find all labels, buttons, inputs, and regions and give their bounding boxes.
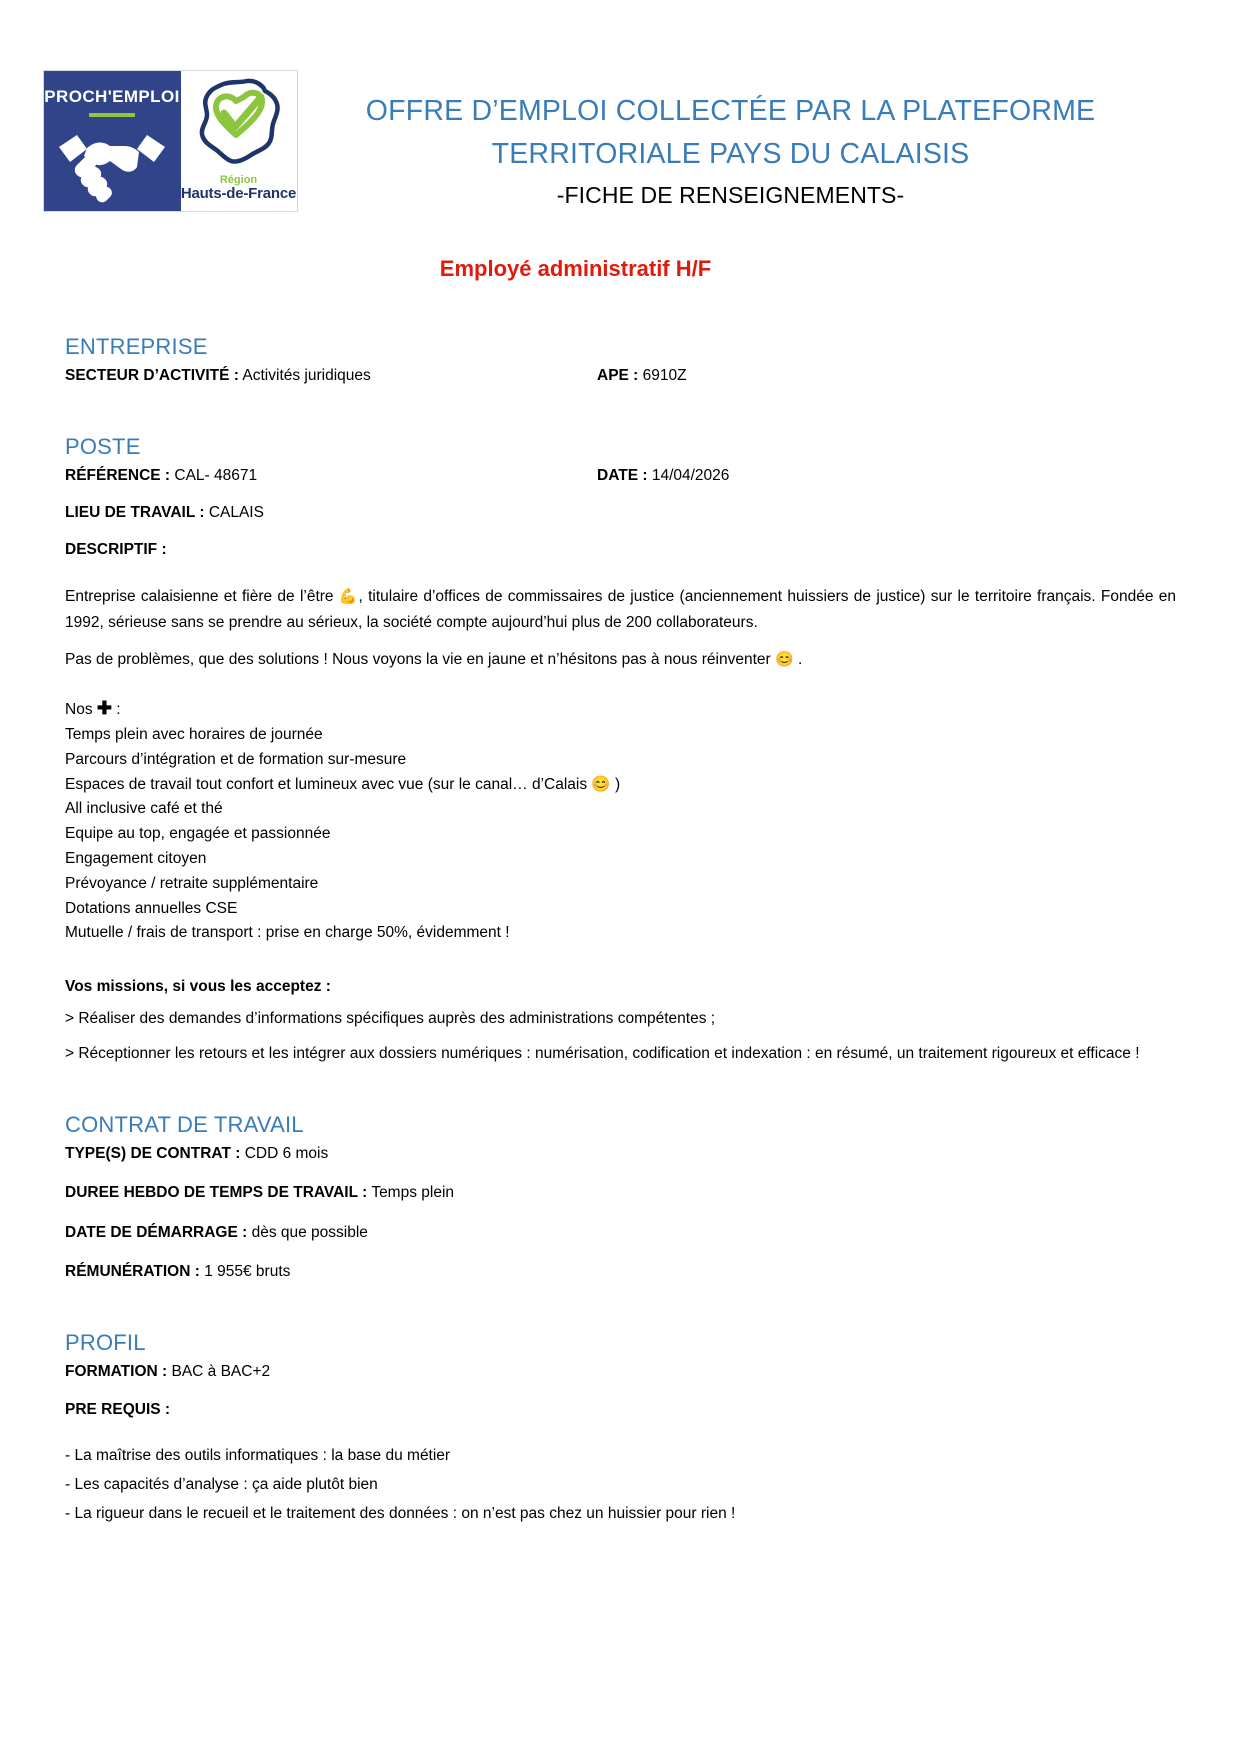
hauts-de-france-logo-panel bbox=[181, 71, 297, 211]
secteur-activite-label: SECTEUR D’ACTIVITÉ : bbox=[65, 367, 239, 384]
document-header bbox=[0, 0, 1241, 212]
list-item: Equipe au top, engagée et passionnée bbox=[65, 825, 331, 843]
secteur-activite-field bbox=[65, 363, 597, 388]
date-label: DATE : bbox=[597, 467, 648, 485]
contract-hours-label: DUREE HEBDO DE TEMPS DE TRAVAIL : bbox=[65, 1184, 368, 1202]
region-name: Hauts-de-France bbox=[180, 185, 297, 202]
job-title: Employé administratif H/F bbox=[439, 256, 712, 281]
date-field bbox=[597, 463, 1176, 488]
section-heading-entreprise: ENTREPRISE bbox=[65, 334, 208, 359]
reference-field bbox=[65, 463, 597, 488]
ape-label: APE : bbox=[597, 367, 639, 384]
proch-emploi-brand-text: PROCH'EMPLOI bbox=[44, 87, 180, 106]
ape-value: 6910Z bbox=[642, 367, 687, 384]
prerequis-label: PRE REQUIS : bbox=[65, 1400, 171, 1418]
formation-value: BAC à BAC+2 bbox=[171, 1362, 271, 1380]
avantages-title-prefix: Nos bbox=[65, 701, 97, 719]
ape-field bbox=[597, 363, 1176, 388]
list-item: Espaces de travail tout confort et lumineux avec vue (sur le canal… d’Calais 😊 ) bbox=[65, 775, 621, 793]
descriptif-p1-part-b: , titulaire d’offices de commissaires de justice (anciennement huissiers de justice) sur le territoire français. Fondée en 1992, sérieuse sans se prendre au sérieux, la société compte aujourd’hui plus de 200 collaborateurs. bbox=[65, 588, 1176, 631]
proch-emploi-logo-panel bbox=[44, 71, 181, 211]
header-titles bbox=[330, 70, 1241, 209]
contract-type-value: CDD 6 mois bbox=[244, 1145, 329, 1163]
section-heading-poste: POSTE bbox=[65, 434, 141, 460]
secteur-activite-value: Activités juridiques bbox=[242, 367, 371, 384]
avantages-title-suffix: : bbox=[111, 701, 121, 719]
formation-field bbox=[65, 1359, 1176, 1384]
lieu-de-travail-field bbox=[65, 500, 1176, 525]
proch-emploi-hauts-de-france-logo bbox=[43, 70, 298, 212]
list-item: - La maîtrise des outils informatiques : la base du métier bbox=[65, 1446, 451, 1464]
contract-salary-value: 1 955€ bruts bbox=[204, 1262, 291, 1280]
section-heading-profil: PROFIL bbox=[65, 1329, 146, 1355]
contract-startdate-label: DATE DE DÉMARRAGE : bbox=[65, 1223, 248, 1241]
avantages-title bbox=[65, 698, 1176, 723]
green-divider-bar bbox=[89, 113, 135, 117]
contract-hours-field bbox=[65, 1180, 1176, 1205]
document-body bbox=[0, 334, 1241, 1526]
smiling-face-icon: 😊 bbox=[775, 650, 794, 668]
list-item: Parcours d’intégration et de formation sur-mesure bbox=[65, 750, 407, 768]
descriptif-paragraph-1 bbox=[65, 584, 1176, 634]
lieu-de-travail-label: LIEU DE TRAVAIL : bbox=[65, 504, 205, 522]
france-map-heart-icon bbox=[191, 77, 287, 174]
contract-type-label: TYPE(S) DE CONTRAT : bbox=[65, 1145, 241, 1163]
list-item: Prévoyance / retraite supplémentaire bbox=[65, 874, 319, 892]
reference-label: RÉFÉRENCE : bbox=[65, 467, 171, 485]
descriptif-label-text: DESCRIPTIF : bbox=[65, 541, 167, 559]
prerequis-list bbox=[65, 1444, 1176, 1526]
list-item: All inclusive café et thé bbox=[65, 800, 223, 818]
contract-type-field bbox=[65, 1141, 1176, 1166]
flexed-biceps-icon: 💪 bbox=[338, 588, 359, 606]
list-item: Mutuelle / frais de transport : prise en charge 50%, évidemment ! bbox=[65, 924, 510, 942]
contract-startdate-field bbox=[65, 1220, 1176, 1245]
mission-item: > Réaliser des demandes d’informations spécifiques auprès des administrations compétentes ; bbox=[65, 1010, 716, 1028]
list-item: - La rigueur dans le recueil et le traitement des données : on n’est pas chez un huissier pour rien ! bbox=[65, 1504, 736, 1522]
mission-item: > Réceptionner les retours et les intégrer aux dossiers numériques : numérisation, codification et indexation : en résumé, un traitement rigoureux et efficace ! bbox=[65, 1045, 1140, 1063]
missions-title: Vos missions, si vous les acceptez : bbox=[65, 978, 331, 996]
formation-label: FORMATION : bbox=[65, 1362, 168, 1380]
contract-salary-label: RÉMUNÉRATION : bbox=[65, 1262, 200, 1280]
descriptif-paragraph-2 bbox=[65, 647, 1176, 672]
reference-value: CAL- 48671 bbox=[174, 467, 258, 485]
avantages-list bbox=[65, 698, 1176, 946]
contract-hours-value: Temps plein bbox=[371, 1184, 455, 1202]
handshake-icon bbox=[53, 121, 171, 208]
plus-icon: ✚ bbox=[96, 698, 112, 719]
page-subtitle: -FICHE DE RENSEIGNEMENTS- bbox=[556, 181, 905, 208]
prerequis-label-row bbox=[65, 1397, 1176, 1422]
section-heading-contrat: CONTRAT DE TRAVAIL bbox=[65, 1112, 304, 1138]
list-item: Temps plein avec horaires de journée bbox=[65, 725, 323, 743]
list-item: Engagement citoyen bbox=[65, 849, 207, 867]
contract-startdate-value: dès que possible bbox=[251, 1223, 368, 1241]
list-item: - Les capacités d’analyse : ça aide plutôt bien bbox=[65, 1475, 378, 1493]
page-title-line-2: TERRITORIALE PAYS DU CALAISIS bbox=[491, 137, 970, 170]
logo-container bbox=[0, 70, 330, 212]
list-item: Dotations annuelles CSE bbox=[65, 899, 238, 917]
lieu-de-travail-value: CALAIS bbox=[208, 504, 264, 522]
descriptif-label bbox=[65, 537, 1176, 562]
date-value: 14/04/2026 bbox=[651, 467, 730, 485]
descriptif-p2-part-b: . bbox=[793, 650, 803, 668]
poste-reference-row bbox=[65, 463, 1176, 488]
page-title-line-1: OFFRE D’EMPLOI COLLECTÉE PAR LA PLATEFORME bbox=[365, 95, 1096, 127]
descriptif-p1-part-a: Entreprise calaisienne et fière de l’être bbox=[65, 588, 339, 606]
region-label: Région bbox=[219, 174, 258, 186]
descriptif-p2-part-a: Pas de problèmes, que des solutions ! Nous voyons la vie en jaune et n’hésitons pas à nous réinventer bbox=[65, 650, 775, 668]
contract-salary-field bbox=[65, 1259, 1176, 1284]
entreprise-row bbox=[65, 363, 1176, 388]
